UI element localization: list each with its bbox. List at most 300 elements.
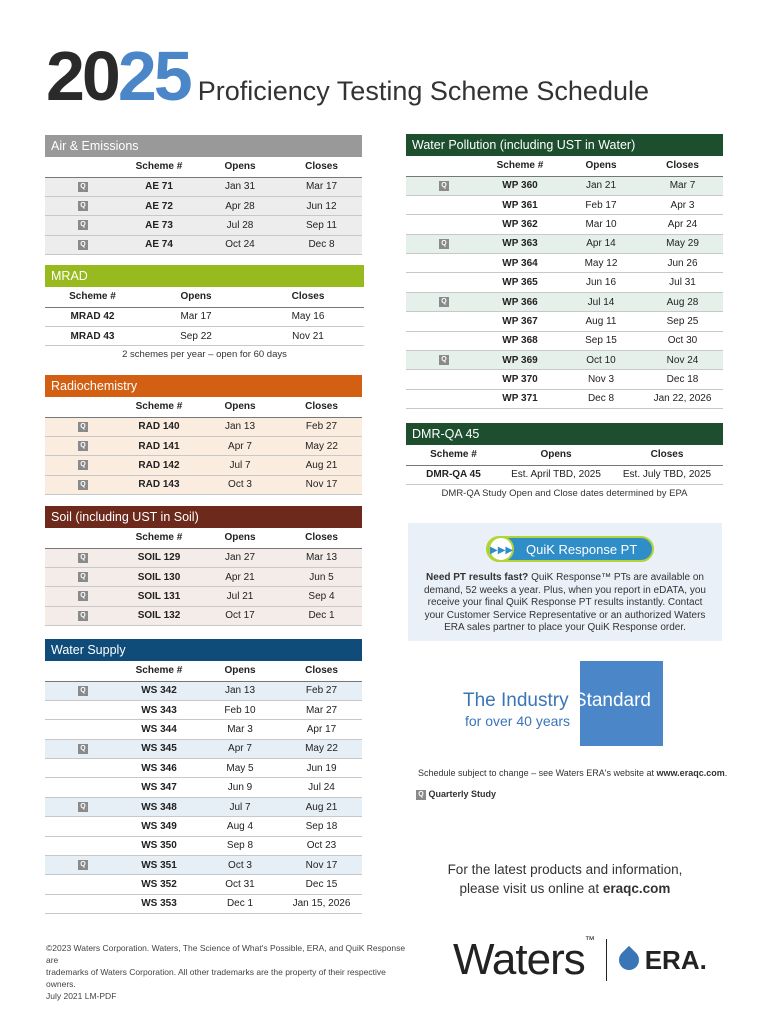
opens-cell: Apr 28 [199, 196, 281, 215]
quarterly-cell [45, 759, 119, 778]
scheme-cell: RAD 140 [119, 417, 199, 436]
scheme-cell: WP 363 [480, 234, 560, 253]
wp-table [406, 156, 723, 409]
table-row [406, 465, 723, 484]
rad-table [45, 397, 362, 495]
quarterly-icon: Q [439, 355, 449, 365]
closes-cell: Sep 18 [281, 817, 362, 836]
table-row [45, 177, 362, 196]
scheme-cell: MRAD 42 [45, 307, 140, 326]
quarterly-cell [45, 739, 119, 758]
scheme-cell: WP 360 [480, 176, 560, 195]
quarterly-cell [45, 436, 119, 455]
scheme-cell: WP 364 [480, 254, 560, 273]
table-row [45, 836, 362, 855]
table-row [406, 292, 723, 311]
opens-cell: Oct 17 [199, 606, 281, 625]
scheme-cell: WP 369 [480, 351, 560, 370]
mrad-section [45, 265, 364, 360]
scheme-cell: WS 346 [119, 759, 199, 778]
column-header: Closes [281, 397, 362, 417]
scheme-cell: WS 348 [119, 797, 199, 816]
table-row [406, 215, 723, 234]
scheme-cell: WS 343 [119, 700, 199, 719]
column-header: Closes [281, 528, 362, 548]
quarterly-cell [45, 235, 119, 254]
quarterly-icon: Q [78, 182, 88, 192]
closes-cell: May 16 [252, 307, 364, 326]
visit-text [418, 860, 712, 898]
dmr-header: DMR-QA 45 [406, 423, 723, 445]
opens-cell: Sep 8 [199, 836, 281, 855]
opens-cell: Dec 8 [560, 389, 642, 408]
quarterly-cell [45, 456, 119, 475]
quarterly-cell [45, 797, 119, 816]
closes-cell: Jun 26 [642, 254, 723, 273]
column-header: Scheme # [406, 445, 501, 465]
closes-cell: Jan 22, 2026 [642, 389, 723, 408]
opens-cell: Jul 7 [199, 456, 281, 475]
header-cell [45, 661, 119, 681]
quarterly-cell [45, 417, 119, 436]
table-row [45, 720, 362, 739]
quarterly-icon: Q [439, 297, 449, 307]
column-header: Opens [140, 287, 252, 307]
quarterly-cell [406, 331, 480, 350]
table-row [45, 759, 362, 778]
opens-cell: Apr 7 [199, 436, 281, 455]
legal-line-2: trademarks of Waters Corporation. All other trademarks are the property of their respective owners. [46, 967, 386, 989]
scheme-cell: WS 347 [119, 778, 199, 797]
quik-lead: Need PT results fast? [426, 572, 529, 583]
column-header: Opens [199, 528, 281, 548]
closes-cell: Nov 17 [281, 856, 362, 875]
quarterly-icon: Q [78, 686, 88, 696]
waters-text: Waters [453, 935, 585, 984]
table-row [45, 739, 362, 758]
soil-header: Soil (including UST in Soil) [45, 506, 362, 528]
mrad-table [45, 287, 364, 346]
table-row [45, 681, 362, 700]
opens-cell: Oct 3 [199, 475, 281, 494]
visit-line-2a: please visit us online at [459, 881, 603, 896]
quarterly-icon: Q [78, 860, 88, 870]
quarterly-cell [45, 177, 119, 196]
standard-line-2: for over 40 years [465, 713, 571, 729]
closes-cell: May 29 [642, 234, 723, 253]
scheme-cell: RAD 142 [119, 456, 199, 475]
quarterly-icon: Q [78, 572, 88, 582]
quarterly-icon: Q [416, 790, 426, 800]
table-row [45, 606, 362, 625]
opens-cell: Dec 1 [199, 894, 281, 913]
table-row [45, 307, 364, 326]
quarterly-cell [406, 176, 480, 195]
quarterly-cell [45, 681, 119, 700]
quik-response-label: QuiK Response PT [526, 542, 638, 557]
soil-table [45, 528, 362, 626]
scheme-cell: WP 362 [480, 215, 560, 234]
quarterly-cell [45, 475, 119, 494]
opens-cell: Jul 21 [199, 587, 281, 606]
closes-cell: Dec 1 [281, 606, 362, 625]
scheme-cell: AE 74 [119, 235, 199, 254]
column-header: Closes [611, 445, 723, 465]
opens-cell: Sep 22 [140, 326, 252, 345]
scheme-cell: WP 365 [480, 273, 560, 292]
column-header: Opens [501, 445, 611, 465]
column-header: Opens [199, 661, 281, 681]
table-row [45, 456, 362, 475]
opens-cell: Aug 11 [560, 312, 642, 331]
closes-cell: Jan 15, 2026 [281, 894, 362, 913]
closes-cell: Apr 24 [642, 215, 723, 234]
column-header: Closes [281, 157, 362, 177]
column-header: Closes [252, 287, 364, 307]
soil-section [45, 506, 362, 626]
table-row [45, 817, 362, 836]
opens-cell: Mar 17 [140, 307, 252, 326]
ws-header: Water Supply [45, 639, 362, 661]
opens-cell: Oct 10 [560, 351, 642, 370]
scheme-cell: WP 361 [480, 195, 560, 214]
opens-cell: Jul 7 [199, 797, 281, 816]
quarterly-cell [45, 548, 119, 567]
closes-cell: Sep 25 [642, 312, 723, 331]
quarterly-cell [406, 215, 480, 234]
scheme-cell: SOIL 130 [119, 567, 199, 586]
quarterly-icon: Q [78, 441, 88, 451]
year-part-b: 25 [117, 37, 190, 115]
water-pollution-section [406, 134, 723, 409]
opens-cell: Jan 31 [199, 177, 281, 196]
column-header: Closes [642, 156, 723, 176]
opens-cell: Nov 3 [560, 370, 642, 389]
fast-forward-icon: ▶▶▶ [488, 536, 514, 562]
closes-cell: Aug 21 [281, 797, 362, 816]
scheme-cell: WP 371 [480, 389, 560, 408]
opens-cell: Jan 13 [199, 681, 281, 700]
schedule-note [418, 768, 727, 778]
opens-cell: Est. April TBD, 2025 [501, 465, 611, 484]
closes-cell: Jul 24 [281, 778, 362, 797]
opens-cell: Feb 10 [199, 700, 281, 719]
mrad-note: 2 schemes per year – open for 60 days [122, 349, 287, 361]
quarterly-cell [406, 195, 480, 214]
header-cell [45, 528, 119, 548]
quarterly-icon: Q [78, 553, 88, 563]
closes-cell: Nov 21 [252, 326, 364, 345]
scheme-cell: DMR-QA 45 [406, 465, 501, 484]
rad-header: Radiochemistry [45, 375, 362, 397]
air-header: Air & Emissions [45, 135, 362, 157]
year-part-a: 20 [46, 37, 118, 115]
column-header: Scheme # [119, 528, 199, 548]
scheme-cell: WS 353 [119, 894, 199, 913]
opens-cell: Jul 14 [560, 292, 642, 311]
schedule-note-text: Schedule subject to change – see Waters ERA's website at [418, 768, 657, 778]
opens-cell: May 12 [560, 254, 642, 273]
closes-cell: Oct 23 [281, 836, 362, 855]
opens-cell: Mar 3 [199, 720, 281, 739]
table-row [406, 351, 723, 370]
opens-cell: Aug 4 [199, 817, 281, 836]
opens-cell: Jun 9 [199, 778, 281, 797]
page-title [46, 37, 649, 115]
industry-standard-banner [463, 661, 663, 746]
table-row [406, 195, 723, 214]
quarterly-cell [406, 312, 480, 331]
table-row [45, 548, 362, 567]
table-row [406, 254, 723, 273]
opens-cell: Jul 28 [199, 216, 281, 235]
closes-cell: May 22 [281, 436, 362, 455]
quarterly-icon: Q [78, 744, 88, 754]
header-cell [45, 397, 119, 417]
dmr-note: DMR-QA Study Open and Close dates determined by EPA [441, 487, 688, 499]
dmr-table [406, 445, 723, 485]
closes-cell: Nov 24 [642, 351, 723, 370]
quarterly-cell [406, 351, 480, 370]
column-header: Opens [560, 156, 642, 176]
quarterly-cell [45, 817, 119, 836]
opens-cell: Mar 10 [560, 215, 642, 234]
quarterly-cell [406, 273, 480, 292]
table-row [45, 235, 362, 254]
closes-cell: Mar 13 [281, 548, 362, 567]
closes-cell: Apr 17 [281, 720, 362, 739]
quarterly-cell [406, 254, 480, 273]
visit-link[interactable]: eraqc.com [602, 881, 671, 896]
table-row [45, 587, 362, 606]
column-header: Opens [199, 157, 281, 177]
era-text: ERA [644, 944, 700, 975]
closes-cell: Jul 31 [642, 273, 723, 292]
closes-cell: Oct 30 [642, 331, 723, 350]
wp-header: Water Pollution (including UST in Water) [406, 134, 723, 156]
table-row [406, 312, 723, 331]
opens-cell: Oct 24 [199, 235, 281, 254]
legend [416, 789, 496, 800]
era-wordmark [645, 945, 707, 976]
table-row [406, 389, 723, 408]
opens-cell: Feb 17 [560, 195, 642, 214]
table-row [45, 797, 362, 816]
quik-response-box [408, 523, 722, 641]
year [46, 37, 190, 115]
closes-cell: Sep 11 [281, 216, 362, 235]
air-table [45, 157, 362, 255]
closes-cell: Est. July TBD, 2025 [611, 465, 723, 484]
scheme-cell: WS 350 [119, 836, 199, 855]
column-header: Opens [199, 397, 281, 417]
table-row [45, 326, 364, 345]
scheme-cell: WP 370 [480, 370, 560, 389]
title-text: Proficiency Testing Scheme Schedule [197, 76, 649, 106]
waters-wordmark [453, 935, 594, 985]
opens-cell: Oct 3 [199, 856, 281, 875]
quarterly-icon: Q [78, 201, 88, 211]
column-header: Scheme # [45, 287, 140, 307]
quik-body: QuiK Response™ PTs are available on demand, 52 weeks a year. Plus, when you report in eDATA, you receive your final QuiK Response PT results instantly. Contact your Customer Service Representative or an authorized Waters ERA sales partner to place your QuiK Response order. [423, 572, 706, 633]
visit-line-1: For the latest products and information, [447, 862, 683, 877]
table-row [45, 567, 362, 586]
table-row [45, 436, 362, 455]
table-row [406, 370, 723, 389]
ws-table [45, 661, 362, 914]
opens-cell: Apr 7 [199, 739, 281, 758]
standard-line-1 [463, 690, 651, 712]
scheme-cell: WS 349 [119, 817, 199, 836]
scheme-cell: SOIL 132 [119, 606, 199, 625]
visit-line-2 [418, 879, 712, 898]
closes-cell: Jun 5 [281, 567, 362, 586]
quik-response-text [418, 572, 712, 635]
closes-cell: Dec 8 [281, 235, 362, 254]
closes-cell: Mar 7 [642, 176, 723, 195]
quarterly-cell [45, 196, 119, 215]
quarterly-cell [45, 606, 119, 625]
table-row [45, 778, 362, 797]
closes-cell: Jun 19 [281, 759, 362, 778]
table-row [45, 417, 362, 436]
scheme-cell: AE 71 [119, 177, 199, 196]
air-emissions-section [45, 135, 362, 255]
scheme-cell: RAD 143 [119, 475, 199, 494]
legend-label: Quarterly Study [428, 789, 497, 799]
closes-cell: Apr 3 [642, 195, 723, 214]
column-header: Scheme # [119, 661, 199, 681]
closes-cell: Dec 18 [642, 370, 723, 389]
opens-cell: Sep 15 [560, 331, 642, 350]
scheme-cell: RAD 141 [119, 436, 199, 455]
quarterly-icon: Q [439, 239, 449, 249]
table-row [45, 700, 362, 719]
dmr-qa-section [406, 423, 723, 499]
opens-cell: Jun 16 [560, 273, 642, 292]
quarterly-icon: Q [78, 220, 88, 230]
standard-line-1b: Standard [573, 690, 652, 711]
closes-cell: Nov 17 [281, 475, 362, 494]
scheme-cell: WS 345 [119, 739, 199, 758]
opens-cell: May 5 [199, 759, 281, 778]
table-row [45, 216, 362, 235]
column-header: Closes [281, 661, 362, 681]
quarterly-icon: Q [78, 802, 88, 812]
legal-text [46, 942, 416, 1002]
column-header: Scheme # [480, 156, 560, 176]
trademark: ™ [584, 935, 594, 946]
quarterly-cell [406, 292, 480, 311]
opens-cell: Oct 31 [199, 875, 281, 894]
quarterly-icon: Q [439, 181, 449, 191]
quarterly-icon: Q [78, 611, 88, 621]
opens-cell: Apr 21 [199, 567, 281, 586]
quarterly-cell [45, 700, 119, 719]
quarterly-icon: Q [78, 422, 88, 432]
scheme-cell: SOIL 131 [119, 587, 199, 606]
quik-response-badge [486, 536, 654, 562]
scheme-cell: WP 368 [480, 331, 560, 350]
table-row [45, 856, 362, 875]
quarterly-cell [45, 894, 119, 913]
closes-cell: Dec 15 [281, 875, 362, 894]
header-cell [45, 157, 119, 177]
closes-cell: Jun 12 [281, 196, 362, 215]
scheme-cell: SOIL 129 [119, 548, 199, 567]
table-row [406, 234, 723, 253]
quarterly-cell [406, 234, 480, 253]
quarterly-cell [45, 836, 119, 855]
legal-line-1: ©2023 Waters Corporation. Waters, The Science of What's Possible, ERA, and QuiK Response are [46, 943, 406, 965]
standard-line-1a: The Industry [463, 690, 574, 711]
scheme-cell: WP 367 [480, 312, 560, 331]
water-supply-section [45, 639, 362, 914]
mrad-header: MRAD [45, 265, 364, 287]
scheme-cell: AE 73 [119, 216, 199, 235]
quarterly-icon: Q [78, 480, 88, 490]
closes-cell: Aug 28 [642, 292, 723, 311]
table-row [45, 894, 362, 913]
scheme-cell: WS 351 [119, 856, 199, 875]
radiochemistry-section [45, 375, 362, 495]
quarterly-cell [406, 370, 480, 389]
closes-cell: May 22 [281, 739, 362, 758]
quarterly-cell [45, 778, 119, 797]
column-header: Scheme # [119, 157, 199, 177]
quarterly-cell [45, 587, 119, 606]
table-row [45, 475, 362, 494]
table-row [45, 196, 362, 215]
quarterly-cell [45, 856, 119, 875]
opens-cell: Jan 27 [199, 548, 281, 567]
opens-cell: Apr 14 [560, 234, 642, 253]
opens-cell: Jan 21 [560, 176, 642, 195]
quarterly-cell [45, 567, 119, 586]
closes-cell: Mar 27 [281, 700, 362, 719]
closes-cell: Feb 27 [281, 681, 362, 700]
scheme-cell: AE 72 [119, 196, 199, 215]
table-row [406, 273, 723, 292]
opens-cell: Jan 13 [199, 417, 281, 436]
website-link[interactable]: www.eraqc.com [656, 768, 725, 778]
quarterly-cell [406, 389, 480, 408]
quarterly-cell [45, 216, 119, 235]
closes-cell: Sep 4 [281, 587, 362, 606]
table-row [406, 331, 723, 350]
table-row [45, 875, 362, 894]
scheme-cell: WS 352 [119, 875, 199, 894]
closes-cell: Feb 27 [281, 417, 362, 436]
schedule-note-end: . [724, 768, 728, 778]
logo-divider [606, 939, 607, 981]
column-header: Scheme # [119, 397, 199, 417]
scheme-cell: MRAD 43 [45, 326, 140, 345]
quarterly-cell [45, 720, 119, 739]
table-row [406, 176, 723, 195]
closes-cell: Aug 21 [281, 456, 362, 475]
header-cell [406, 156, 480, 176]
waters-era-logo [453, 935, 707, 985]
legal-line-3: July 2021 LM-PDF [46, 991, 117, 1001]
droplet-icon [615, 946, 643, 974]
quarterly-icon: Q [78, 591, 88, 601]
closes-cell: Mar 17 [281, 177, 362, 196]
scheme-cell: WS 344 [119, 720, 199, 739]
quarterly-icon: Q [78, 460, 88, 470]
scheme-cell: WP 366 [480, 292, 560, 311]
era-dot: . [699, 944, 707, 975]
